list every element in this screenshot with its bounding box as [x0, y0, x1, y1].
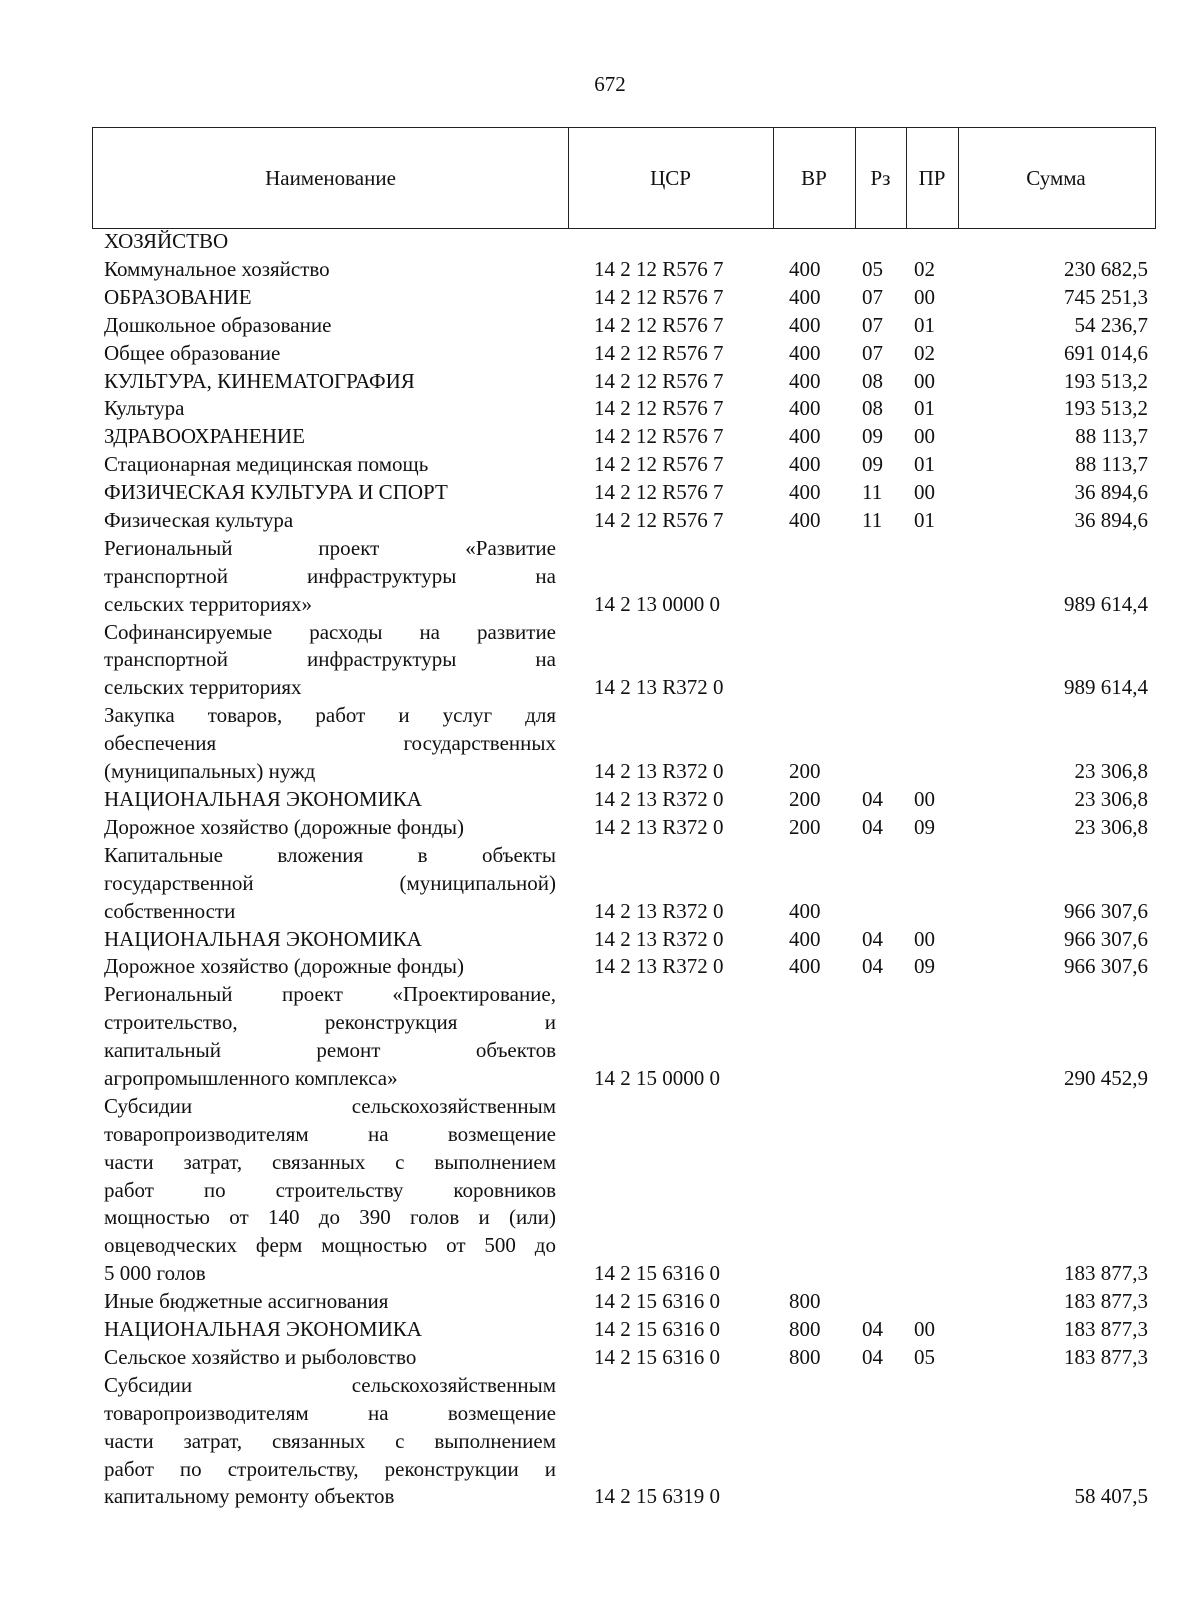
row-csr: 14 2 15 0000 0 [594, 1065, 720, 1090]
row-name [104, 981, 556, 1093]
row-pr: 00 [914, 787, 935, 811]
row-sum: 88 113,7 [1075, 452, 1148, 477]
table-row [0, 953, 1200, 981]
row-name-line: Субсидии сельскохозяйственным [104, 1372, 556, 1397]
row-csr: 14 2 12 R576 7 [594, 396, 724, 421]
row-name-line: агропромышленного комплекса» [104, 1065, 398, 1090]
table-row [0, 619, 1200, 703]
row-vr: 400 [789, 256, 821, 281]
row-name-line: НАЦИОНАЛЬНАЯ ЭКОНОМИКА [104, 1317, 422, 1342]
row-name-line: Дорожное хозяйство (дорожные фонды) [104, 954, 465, 979]
row-csr: 14 2 15 6316 0 [594, 1261, 720, 1286]
row-name [104, 451, 556, 479]
table-row [0, 1093, 1200, 1288]
table-row [0, 981, 1200, 1093]
row-sum: 23 306,8 [1074, 759, 1148, 784]
row-name-line: работ по строительству, реконструкции и [104, 1456, 556, 1481]
row-vr: 800 [789, 1345, 821, 1369]
header-pr: ПР [918, 165, 946, 190]
row-name-line: строительство, реконструкция и [104, 1010, 556, 1035]
row-name [104, 1288, 556, 1316]
row-name [104, 284, 556, 312]
row-vr: 400 [789, 396, 821, 421]
table-row [0, 507, 1200, 535]
row-csr: 14 2 13 R372 0 [594, 787, 724, 811]
row-vr: 200 [789, 787, 821, 811]
row-name [104, 1372, 556, 1511]
row-name-line: НАЦИОНАЛЬНАЯ ЭКОНОМИКА [104, 787, 422, 811]
row-sum: 193 513,2 [1064, 396, 1148, 421]
row-name-line: мощностью от 140 до 390 голов и (или) [104, 1205, 556, 1230]
row-vr: 200 [789, 759, 821, 784]
row-name-line: Дорожное хозяйство (дорожные фонды) [104, 814, 465, 839]
row-name-line: Общее образование [104, 340, 281, 365]
row-sum: 58 407,5 [1074, 1484, 1148, 1509]
row-sum: 989 614,4 [1064, 591, 1148, 616]
row-pr: 09 [914, 954, 935, 979]
row-name [104, 312, 556, 340]
row-name-line: Физическая культура [104, 508, 294, 532]
row-name-line: Капитальные вложения в объекты [104, 842, 556, 867]
row-vr: 400 [789, 954, 821, 979]
row-csr: 14 2 13 0000 0 [594, 591, 720, 616]
row-sum: 183 877,3 [1064, 1289, 1148, 1314]
row-name [104, 619, 556, 703]
row-vr: 400 [789, 452, 821, 477]
row-csr: 14 2 12 R576 7 [594, 340, 724, 365]
row-rz: 04 [862, 787, 883, 811]
table-row [0, 423, 1200, 451]
row-pr: 00 [914, 368, 935, 393]
row-rz: 04 [862, 954, 883, 979]
row-name-line: Коммунальное хозяйство [104, 256, 330, 281]
row-rz: 11 [862, 480, 883, 505]
row-name [104, 340, 556, 368]
table-row [0, 340, 1200, 368]
row-name [104, 1316, 556, 1344]
row-vr: 400 [789, 312, 821, 337]
row-pr: 01 [914, 312, 935, 337]
row-name-line: товаропроизводителям на возмещение [104, 1400, 556, 1425]
page-number: 672 [594, 72, 626, 96]
table-row [0, 842, 1200, 926]
row-rz: 07 [862, 312, 883, 337]
row-pr: 02 [914, 340, 935, 365]
row-pr: 00 [914, 480, 935, 505]
header-rz: Рз [870, 165, 891, 190]
row-rz: 04 [862, 814, 883, 839]
row-sum: 193 513,2 [1064, 368, 1148, 393]
row-csr: 14 2 15 6316 0 [594, 1317, 720, 1342]
row-sum: 36 894,6 [1074, 508, 1148, 532]
row-name [104, 256, 556, 284]
row-name [104, 479, 556, 507]
table-row [0, 926, 1200, 954]
row-name-line: Сельское хозяйство и рыболовство [104, 1345, 417, 1369]
row-name [104, 395, 556, 423]
row-name-line: Закупка товаров, работ и услуг для [104, 703, 556, 728]
row-rz: 11 [862, 508, 883, 532]
row-name [104, 926, 556, 954]
row-rz: 09 [862, 452, 883, 477]
row-name-line: Региональный проект «Развитие [104, 535, 556, 560]
row-name-line: части затрат, связанных с выполнением [104, 1149, 556, 1174]
row-sum: 966 307,6 [1064, 898, 1148, 923]
row-name [104, 953, 556, 981]
row-sum: 290 452,9 [1064, 1065, 1148, 1090]
row-rz: 09 [862, 424, 883, 449]
row-name [104, 1344, 556, 1372]
row-csr: 14 2 13 R372 0 [594, 814, 724, 839]
row-sum: 23 306,8 [1074, 814, 1148, 839]
row-rz: 07 [862, 340, 883, 365]
row-csr: 14 2 13 R372 0 [594, 675, 724, 700]
row-name-line: сельских территориях» [104, 591, 313, 616]
row-name-line: Иные бюджетные ассигнования [104, 1289, 389, 1314]
header-name: Наименование [265, 165, 396, 190]
row-name-line: Софинансируемые расходы на развитие [104, 619, 556, 644]
row-csr: 14 2 12 R576 7 [594, 452, 724, 477]
row-rz: 08 [862, 368, 883, 393]
header-csr: ЦСР [650, 165, 691, 190]
row-rz: 04 [862, 1345, 883, 1369]
header-sum: Сумма [1026, 165, 1086, 190]
row-sum: 183 877,3 [1064, 1345, 1148, 1369]
row-name-line: ОБРАЗОВАНИЕ [104, 284, 252, 309]
row-name-line: ХОЗЯЙСТВО [104, 229, 229, 253]
row-name [104, 535, 556, 619]
row-vr: 400 [789, 284, 821, 309]
row-name-line: ЗДРАВООХРАНЕНИЕ [104, 424, 305, 449]
table-row [0, 228, 1200, 256]
row-name-line: (муниципальных) нужд [104, 759, 316, 784]
row-sum: 36 894,6 [1074, 480, 1148, 505]
row-pr: 09 [914, 814, 935, 839]
row-name-line: 5 000 голов [104, 1261, 206, 1286]
row-name-line: транспортной инфраструктуры на [104, 563, 556, 588]
row-pr: 00 [914, 424, 935, 449]
row-sum: 966 307,6 [1064, 954, 1148, 979]
row-sum: 54 236,7 [1074, 312, 1148, 337]
row-name [104, 814, 556, 842]
row-sum: 989 614,4 [1064, 675, 1148, 700]
row-name-line: собственности [104, 898, 236, 923]
row-rz: 04 [862, 926, 883, 951]
row-vr: 800 [789, 1289, 821, 1314]
row-name [104, 228, 556, 256]
row-sum: 230 682,5 [1064, 256, 1148, 281]
row-name-line: товаропроизводителям на возмещение [104, 1121, 556, 1146]
row-name-line: овцеводческих ферм мощностью от 500 до [104, 1233, 556, 1258]
row-name-line: работ по строительству коровников [104, 1177, 556, 1202]
row-pr: 05 [914, 1345, 935, 1369]
table-row [0, 702, 1200, 786]
row-rz: 07 [862, 284, 883, 309]
table-row [0, 312, 1200, 340]
row-pr: 00 [914, 284, 935, 309]
table-row [0, 814, 1200, 842]
table-row [0, 395, 1200, 423]
row-pr: 01 [914, 452, 935, 477]
row-vr: 200 [789, 814, 821, 839]
row-name-line: КУЛЬТУРА, КИНЕМАТОГРАФИЯ [104, 368, 415, 393]
row-name-line: обеспечения государственных [104, 731, 556, 756]
row-rz: 08 [862, 396, 883, 421]
row-csr: 14 2 13 R372 0 [594, 954, 724, 979]
row-sum: 691 014,6 [1064, 340, 1148, 365]
table-row [0, 256, 1200, 284]
row-vr: 400 [789, 424, 821, 449]
row-vr: 400 [789, 926, 821, 951]
row-csr: 14 2 12 R576 7 [594, 508, 724, 532]
table-row [0, 1316, 1200, 1344]
row-pr: 02 [914, 256, 935, 281]
row-csr: 14 2 12 R576 7 [594, 256, 724, 281]
row-name [104, 842, 556, 926]
row-name-line: части затрат, связанных с выполнением [104, 1428, 556, 1453]
row-csr: 14 2 12 R576 7 [594, 480, 724, 505]
row-name-line: сельских территориях [104, 675, 302, 700]
row-name [104, 1093, 556, 1288]
row-csr: 14 2 13 R372 0 [594, 926, 724, 951]
row-sum: 88 113,7 [1075, 424, 1148, 449]
row-vr: 400 [789, 480, 821, 505]
row-csr: 14 2 12 R576 7 [594, 312, 724, 337]
row-vr: 400 [789, 368, 821, 393]
row-name-line: Региональный проект «Проектирование, [104, 982, 556, 1007]
row-name-line: капитальному ремонту объектов [104, 1484, 395, 1509]
row-name [104, 368, 556, 396]
table-row [0, 786, 1200, 814]
table-row [0, 1288, 1200, 1316]
row-csr: 14 2 12 R576 7 [594, 284, 724, 309]
table-row [0, 1344, 1200, 1372]
row-pr: 01 [914, 508, 935, 532]
row-sum: 23 306,8 [1074, 787, 1148, 811]
table-row [0, 535, 1200, 619]
row-name-line: Культура [104, 396, 185, 421]
row-name-line: Субсидии сельскохозяйственным [104, 1093, 556, 1118]
row-name-line: Дошкольное образование [104, 312, 332, 337]
table-row [0, 451, 1200, 479]
row-pr: 00 [914, 926, 935, 951]
row-name-line: Стационарная медицинская помощь [104, 452, 429, 477]
row-name [104, 786, 556, 814]
row-csr: 14 2 15 6316 0 [594, 1289, 720, 1314]
row-csr: 14 2 12 R576 7 [594, 368, 724, 393]
row-name-line: транспортной инфраструктуры на [104, 647, 556, 672]
row-vr: 400 [789, 340, 821, 365]
row-name [104, 702, 556, 786]
row-csr: 14 2 15 6319 0 [594, 1484, 720, 1509]
row-vr: 400 [789, 508, 821, 532]
row-pr: 00 [914, 1317, 935, 1342]
row-name-line: НАЦИОНАЛЬНАЯ ЭКОНОМИКА [104, 926, 422, 951]
row-sum: 183 877,3 [1064, 1317, 1148, 1342]
row-vr: 800 [789, 1317, 821, 1342]
header-vr: ВР [801, 165, 827, 190]
row-csr: 14 2 13 R372 0 [594, 898, 724, 923]
row-rz: 05 [862, 256, 883, 281]
row-name [104, 423, 556, 451]
row-sum: 183 877,3 [1064, 1261, 1148, 1286]
row-name-line: ФИЗИЧЕСКАЯ КУЛЬТУРА И СПОРТ [104, 480, 448, 505]
row-name-line: государственной (муниципальной) [104, 870, 556, 895]
table-row [0, 284, 1200, 312]
row-csr: 14 2 13 R372 0 [594, 759, 724, 784]
row-sum: 966 307,6 [1064, 926, 1148, 951]
row-name-line: капитальный ремонт объектов [104, 1038, 556, 1063]
row-rz: 04 [862, 1317, 883, 1342]
table-row [0, 368, 1200, 396]
row-vr: 400 [789, 898, 821, 923]
row-csr: 14 2 12 R576 7 [594, 424, 724, 449]
row-sum: 745 251,3 [1064, 284, 1148, 309]
row-pr: 01 [914, 396, 935, 421]
table-row [0, 1372, 1200, 1512]
row-name [104, 507, 556, 535]
row-csr: 14 2 15 6316 0 [594, 1345, 720, 1369]
table-row [0, 479, 1200, 507]
